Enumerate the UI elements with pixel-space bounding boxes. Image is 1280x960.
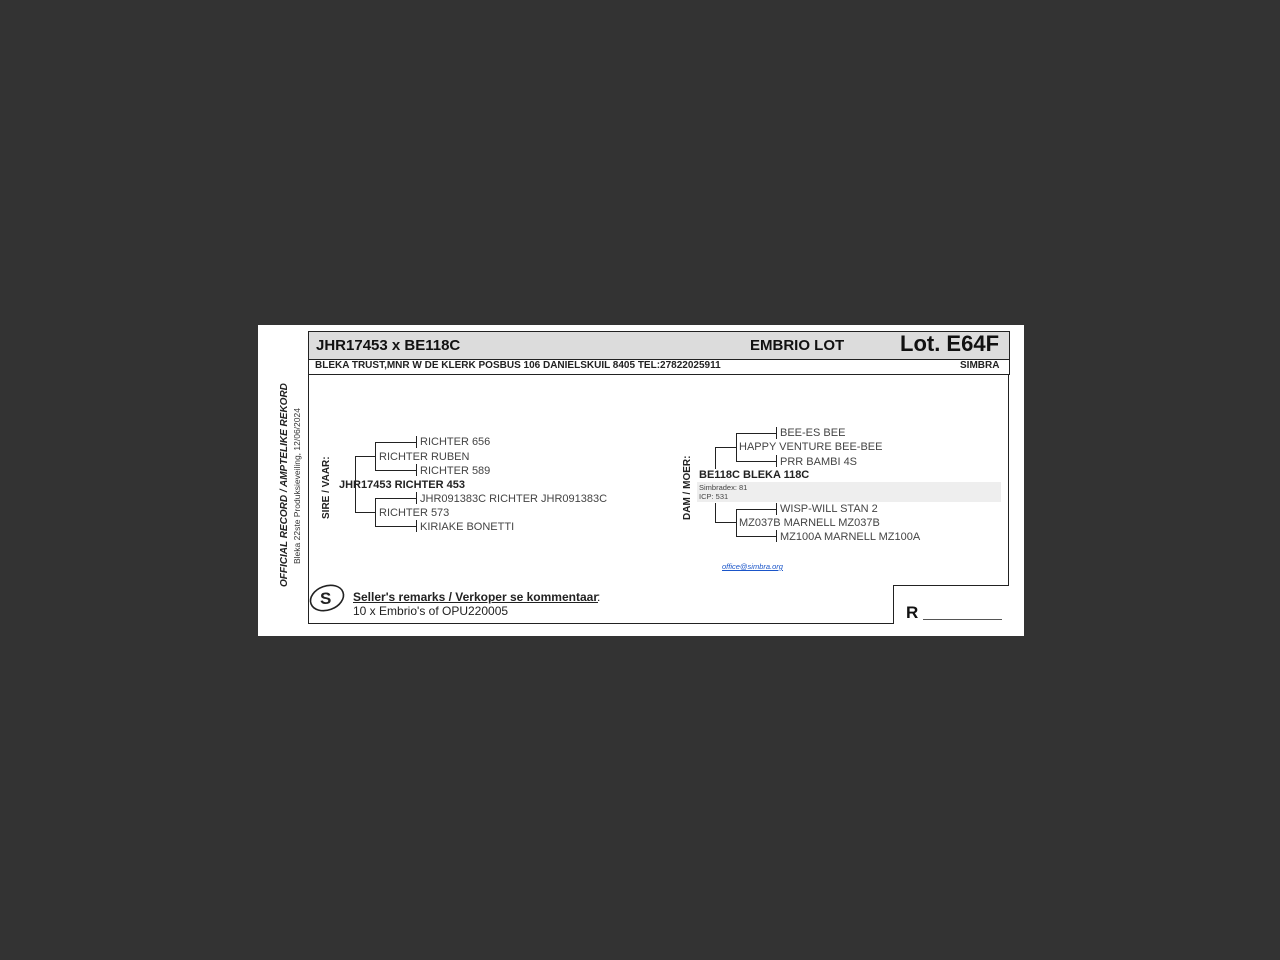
official-record-label: OFFICIAL RECORD / AMPTELIKE REKORD: [279, 383, 290, 587]
sire-sire-dam: RICHTER 589: [420, 465, 491, 477]
lot-number: Lot. E64F: [900, 331, 1000, 356]
sire-dam-dam: KIRIAKE BONETTI: [420, 521, 515, 533]
dam-tree-line: [715, 447, 716, 469]
sire-tree-line: [375, 442, 416, 443]
dam-tree-line: [776, 503, 777, 515]
dam-tree-line: [715, 447, 736, 448]
sire-sire-sire: RICHTER 656: [420, 436, 491, 448]
lot-type: EMBRIO LOT: [750, 337, 845, 354]
sire-tree-line: [355, 512, 375, 513]
sire-tree-line: [416, 436, 417, 448]
dam-dam-dam: MZ100A MARNELL MZ100A: [780, 531, 921, 543]
frame-bottom-left: [308, 623, 894, 624]
remarks-colon: :: [597, 590, 601, 604]
sire-tree-line: [375, 442, 376, 471]
sire-section-label: SIRE / VAAR:: [321, 456, 332, 519]
dam-tree-line: [776, 455, 777, 467]
simbra-logo-icon: [308, 583, 346, 613]
sire-sire: RICHTER RUBEN: [379, 451, 470, 463]
frame-step-vertical: [893, 585, 894, 624]
dam-sire-sire: BEE-ES BEE: [780, 427, 846, 439]
sire-tree-line: [375, 526, 416, 527]
dam-simbradex: Simbradex: 81: [699, 483, 748, 492]
auction-date-label: Bleka 22ste Produksieveiling, 12/06/2024: [292, 408, 302, 564]
dam-section-label: DAM / MOER:: [682, 455, 693, 520]
dam-tree-line: [736, 509, 776, 510]
dam-tree-line: [715, 503, 716, 523]
sire-tree-line: [375, 470, 416, 471]
frame-right: [1008, 374, 1009, 586]
sire-dam-sire: JHR091383C RICHTER JHR091383C: [420, 493, 608, 505]
dam-tree-line: [736, 433, 737, 462]
sire-tree-line: [416, 464, 417, 476]
dam-tree-line: [776, 427, 777, 439]
dam-tree-line: [715, 522, 736, 523]
dam-name: BE118C BLEKA 118C: [699, 469, 810, 481]
dam-tree-line: [776, 530, 777, 542]
price-blank-line[interactable]: [923, 619, 1002, 620]
sire-tree-line: [416, 492, 417, 504]
sire-tree-line: [375, 498, 416, 499]
remarks-label: Seller's remarks / Verkoper se kommentaar: [353, 590, 598, 604]
dam-icp: ICP: 531: [699, 492, 729, 501]
logo-letter: S: [320, 589, 332, 608]
remarks-text: 10 x Embrio's of OPU220005: [353, 604, 509, 618]
dam-tree-line: [736, 433, 776, 434]
sire-tree-line: [416, 520, 417, 532]
dam-tree-line: [736, 461, 776, 462]
dam-dam-sire: WISP-WILL STAN 2: [780, 503, 878, 515]
dam-sire: HAPPY VENTURE BEE-BEE: [739, 441, 883, 453]
frame-step-horizontal: [893, 585, 1009, 586]
dam-sire-dam: PRR BAMBI 4S: [780, 456, 858, 468]
sire-tree-line: [355, 456, 375, 457]
price-currency: R: [906, 603, 919, 622]
seller-info: BLEKA TRUST,MNR W DE KLERK POSBUS 106 DANIELSKUIL 8405 TEL:27822025911: [315, 360, 721, 371]
lot-title: JHR17453 x BE118C: [316, 337, 461, 354]
dam-dam: MZ037B MARNELL MZ037B: [739, 517, 880, 529]
dam-tree-line: [736, 509, 737, 537]
sire-name: JHR17453 RICHTER 453: [339, 479, 465, 491]
breed-label: SIMBRA: [960, 360, 1000, 371]
dam-tree-line: [736, 536, 776, 537]
sire-dam: RICHTER 573: [379, 507, 450, 519]
sire-tree-line: [375, 498, 376, 527]
email-link[interactable]: office@simbra.org: [722, 562, 783, 571]
